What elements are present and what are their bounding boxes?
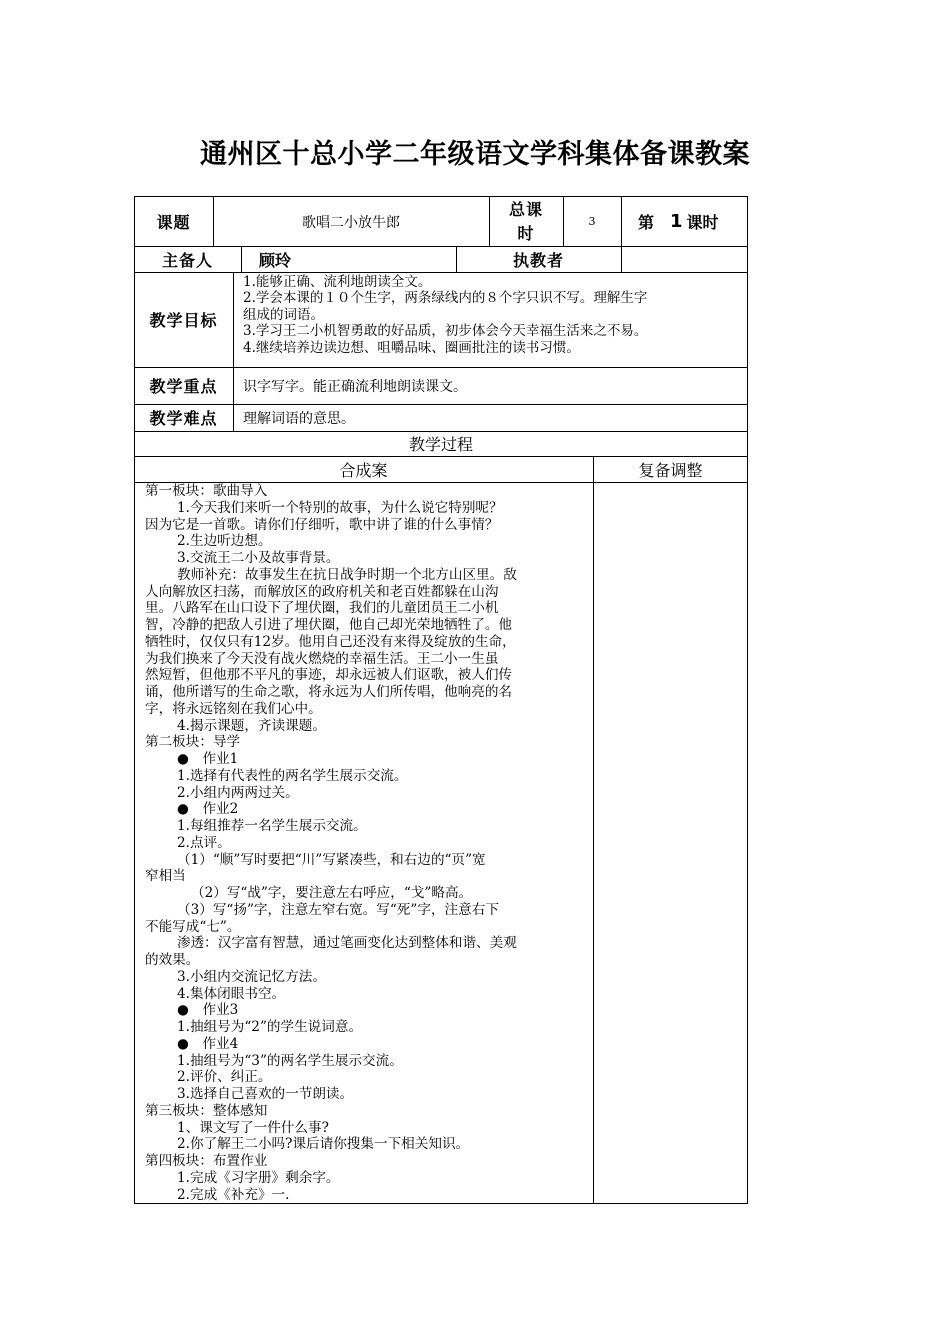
col-divider bbox=[233, 272, 234, 432]
process-line: （2）写“战”字，要注意左右呼应，“戈”略高。 bbox=[191, 885, 473, 901]
objectives-content bbox=[243, 274, 743, 356]
difficulties-value: 理解词语的意思。 bbox=[243, 410, 355, 427]
process-line: 教师补充：故事发生在抗日战争时期一个北方山区里。敌 bbox=[177, 566, 517, 583]
section-heading: 第一板块：歌曲导入 bbox=[145, 483, 268, 499]
process-line: 人向解放区扫荡，而解放区的政府机关和老百姓都躲在山沟 bbox=[145, 583, 499, 600]
preparer-value: 顾玲 bbox=[259, 251, 292, 270]
section-heading: 第四板块：布置作业 bbox=[145, 1153, 268, 1169]
column-main-header: 合成案 bbox=[339, 460, 388, 480]
total-hours-label-line1: 总课 bbox=[508, 199, 543, 219]
process-line: 智，冷静的把敌人引进了埋伏圈，他自己却光荣地牺牲了。他 bbox=[145, 617, 513, 633]
difficulties-label: 教学难点 bbox=[149, 409, 218, 428]
total-hours-value: 3 bbox=[588, 215, 596, 228]
process-line: 1.每组推荐一名学生展示交流。 bbox=[177, 818, 367, 834]
process-line: 2.小组内两两过关。 bbox=[177, 784, 299, 801]
bullet-item: ● 作业2 bbox=[177, 801, 239, 818]
lesson-suffix: 课时 bbox=[686, 213, 719, 232]
objective-line: 组成的词语。 bbox=[243, 306, 324, 323]
process-line: 的效果。 bbox=[145, 952, 200, 968]
process-line: 1.抽组号为“3”的两名学生展示交流。 bbox=[177, 1052, 403, 1069]
section-heading: 第三板块：整体感知 bbox=[145, 1102, 268, 1119]
objective-line: 2.学会本课的１０个生字，两条绿线内的８个字只识不写。理解生字 bbox=[243, 290, 648, 307]
process-line: 2.生边听边想。 bbox=[177, 533, 272, 550]
section-heading: 第二板块：导学 bbox=[145, 734, 241, 751]
objectives-label: 教学目标 bbox=[149, 311, 218, 330]
process-line: 然短暂，但他那不平凡的事迹，却永远被人们讴歌，被人们传 bbox=[145, 667, 513, 684]
bullet-item: ● 作业4 bbox=[177, 1035, 239, 1052]
process-line: 4.集体闭眼书空。 bbox=[177, 985, 286, 1002]
process-line: （1）“顺”写时要把“川”写紧凑些，和右边的“页”宽 bbox=[177, 851, 486, 868]
column-adjust-header: 复备调整 bbox=[638, 460, 703, 480]
col-divider bbox=[241, 246, 242, 273]
objective-line: 3.学习王二小机智勇敢的好品质，初步体会今天幸福生活来之不易。 bbox=[243, 323, 648, 340]
bullet-item: ● 作业3 bbox=[177, 1002, 239, 1019]
preparer-label: 主备人 bbox=[161, 251, 213, 270]
objective-line: 4.继续培养边读边想、咀嚼品味、圈画批注的读书习惯。 bbox=[243, 339, 580, 356]
process-line: 牺牲时，仅仅只有12岁。他用自己还没有来得及绽放的生命， bbox=[145, 633, 516, 650]
process-line: 渗透：汉字富有智慧，通过笔画变化达到整体和谐、美观 bbox=[177, 935, 517, 952]
bullet-item: ● 作业1 bbox=[177, 751, 239, 767]
process-heading: 教学过程 bbox=[408, 435, 473, 454]
process-line: 窄相当 bbox=[145, 868, 186, 885]
process-line: 里。八路军在山口设下了埋伏圈，我们的儿童团员王二小机 bbox=[145, 600, 499, 617]
teacher-label: 执教者 bbox=[512, 251, 564, 270]
col-divider bbox=[593, 456, 594, 1204]
total-hours-label-line2: 时 bbox=[517, 223, 535, 243]
process-line: 1.完成《习字册》剩余字。 bbox=[177, 1169, 340, 1186]
process-line: 1.今天我们来听一个特别的故事，为什么说它特别呢？ bbox=[177, 499, 503, 516]
process-line: 因为它是一首歌。请你们仔细听，歌中讲了谁的什么事情？ bbox=[145, 516, 499, 533]
process-line: 为我们换来了今天没有战火燃烧的幸福生活。王二小一生虽 bbox=[145, 650, 499, 667]
process-line: 不能写成“七”。 bbox=[145, 918, 241, 935]
lesson-prefix: 第 bbox=[638, 213, 655, 232]
topic-value: 歌唱二小放牛郎 bbox=[302, 214, 400, 231]
process-line: 2.点评。 bbox=[177, 834, 231, 851]
process-line: 2.完成《补充》一. bbox=[177, 1186, 290, 1203]
process-line: 2.你了解王二小吗?课后请你搜集一下相关知识。 bbox=[177, 1136, 470, 1153]
process-line: 3.小组内交流记忆方法。 bbox=[177, 968, 326, 985]
process-line: 2.评价、纠正。 bbox=[177, 1069, 272, 1086]
lesson-number-value: 1 bbox=[670, 211, 683, 232]
lesson-number bbox=[621, 196, 748, 247]
topic-label: 课题 bbox=[156, 213, 191, 232]
process-line: 字，将永远铭刻在我们心中。 bbox=[145, 700, 322, 717]
total-hours-label bbox=[489, 196, 563, 247]
process-line: 3.选择自己喜欢的一节朗读。 bbox=[177, 1086, 354, 1102]
process-line: 诵，他所谱写的生命之歌，将永远为人们所传唱，他响亮的名 bbox=[145, 684, 513, 700]
process-content bbox=[145, 483, 591, 1203]
process-line: 4.揭示课题，齐读课题。 bbox=[177, 717, 326, 734]
teacher-value bbox=[621, 246, 748, 273]
process-line: 3.交流王二小及故事背景。 bbox=[177, 550, 340, 566]
key-points-value: 识字写字。能正确流利地朗读课文。 bbox=[243, 378, 467, 395]
process-line: 1.抽组号为“2”的学生说词意。 bbox=[177, 1019, 363, 1035]
process-line: 1.选择有代表性的两名学生展示交流。 bbox=[177, 767, 408, 784]
objective-line: 1.能够正确、流利地朗读全文。 bbox=[243, 274, 432, 290]
key-points-label: 教学重点 bbox=[149, 377, 218, 396]
document-title: 通州区十总小学二年级语文学科集体备课教案 bbox=[200, 139, 750, 170]
process-line: （3）写“扬”字，注意左窄右宽。写“死”字，注意右下 bbox=[177, 901, 499, 918]
process-line: 1、课文写了一件什么事? bbox=[177, 1119, 329, 1136]
